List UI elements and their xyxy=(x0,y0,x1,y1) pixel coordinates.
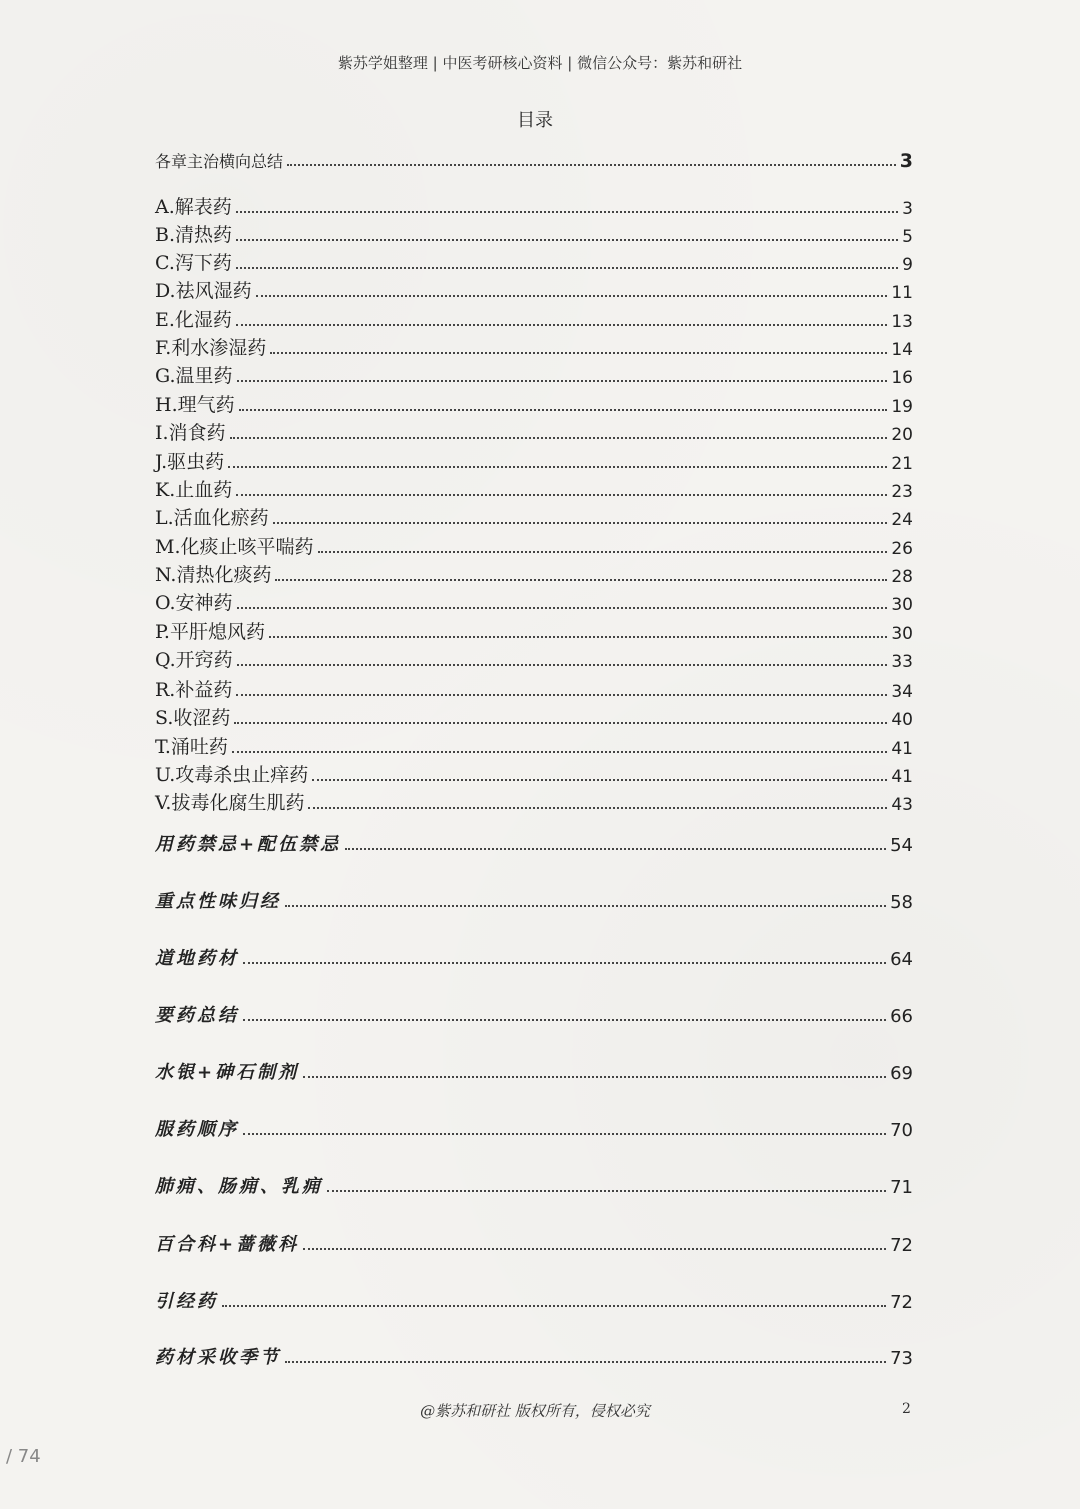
toc-entry[interactable] xyxy=(155,277,913,303)
toc-entry-page: 14 xyxy=(891,340,913,360)
toc-entry[interactable] xyxy=(155,306,913,332)
toc-entry[interactable] xyxy=(155,391,913,417)
dot-leader xyxy=(275,578,887,581)
toc-entry-page: 21 xyxy=(891,454,913,474)
dot-leader xyxy=(273,521,888,524)
dot-leader xyxy=(303,1247,886,1250)
toc-entry[interactable] xyxy=(155,618,913,644)
dot-leader xyxy=(232,750,887,753)
toc-entry[interactable] xyxy=(155,887,913,913)
dot-leader xyxy=(243,1018,886,1021)
toc-entry-page: 40 xyxy=(891,710,913,730)
toc-entry-label: V.拔毒化腐生肌药 xyxy=(155,792,305,814)
dot-leader xyxy=(234,721,887,724)
toc-entry-page: 26 xyxy=(891,539,913,559)
dot-leader xyxy=(269,635,887,638)
toc-entry-label: L.活血化瘀药 xyxy=(155,507,269,529)
toc-entry[interactable] xyxy=(155,249,913,275)
dot-leader xyxy=(327,1189,886,1192)
toc-entry-page: 3 xyxy=(899,150,913,172)
toc-entry-page: 73 xyxy=(890,1348,913,1369)
toc-entry[interactable] xyxy=(155,476,913,502)
dot-leader xyxy=(236,323,887,326)
toc-entry-label: J.驱虫药 xyxy=(155,451,225,473)
toc-entry[interactable] xyxy=(155,944,913,970)
toc-entry-label: U.攻毒杀虫止痒药 xyxy=(155,764,309,786)
toc-entry-label: F.利水渗湿药 xyxy=(155,337,267,359)
toc-entry[interactable] xyxy=(155,334,913,360)
toc-entry-page: 72 xyxy=(890,1292,913,1313)
dot-leader xyxy=(239,408,888,411)
page-counter: / 74 xyxy=(6,1446,41,1467)
toc-entry-label: H.理气药 xyxy=(155,394,235,416)
toc-entry-label: B.清热药 xyxy=(155,224,233,246)
toc-entry-page: 43 xyxy=(891,795,913,815)
toc-entry-page: 64 xyxy=(890,949,913,970)
toc-entry[interactable] xyxy=(155,419,913,445)
toc-entry-label: G.温里药 xyxy=(155,365,233,387)
toc-entry[interactable] xyxy=(155,193,913,219)
toc-entry-label: 引经药 xyxy=(155,1291,218,1312)
toc-entry-label: A.解表药 xyxy=(155,196,232,218)
toc-entry-page: 41 xyxy=(891,739,913,759)
toc-entry-page: 69 xyxy=(890,1063,913,1084)
toc-entry[interactable] xyxy=(155,362,913,388)
toc-entry-page: 72 xyxy=(890,1235,913,1256)
toc-entry-page: 19 xyxy=(891,397,913,417)
dot-leader xyxy=(237,606,888,609)
toc-entry-label: K.止血药 xyxy=(155,479,233,501)
toc-entry-page: 5 xyxy=(902,227,913,247)
dot-leader xyxy=(230,436,888,439)
footer-page-number: 2 xyxy=(902,1401,911,1417)
toc-entry-page: 34 xyxy=(891,682,913,702)
dot-leader xyxy=(236,210,898,213)
toc-entry-page: 23 xyxy=(891,482,913,502)
dot-leader xyxy=(285,1360,886,1363)
toc-entry-label: 药材采收季节 xyxy=(155,1347,281,1368)
dot-leader xyxy=(236,493,887,496)
toc-entry-label: D.祛风湿药 xyxy=(155,280,252,302)
toc-entry[interactable] xyxy=(155,789,913,815)
dot-leader xyxy=(256,294,888,297)
toc-entry[interactable] xyxy=(155,830,913,856)
toc-entry-page: 30 xyxy=(891,624,913,644)
dot-leader xyxy=(345,847,886,850)
dot-leader xyxy=(236,266,898,269)
page-footer: @紫苏和研社 版权所有，侵权必究 xyxy=(420,1402,650,1420)
toc-entry[interactable] xyxy=(155,221,913,247)
toc-entry[interactable] xyxy=(155,1287,913,1313)
toc-entry-label: 肺痈、肠痈、乳痈 xyxy=(155,1176,323,1197)
dot-leader xyxy=(287,163,896,166)
toc-entry-page: 70 xyxy=(890,1120,913,1141)
toc-entry-page: 33 xyxy=(891,652,913,672)
toc-entry-page: 24 xyxy=(891,510,913,530)
toc-entry[interactable] xyxy=(155,1230,913,1256)
toc-entry[interactable] xyxy=(155,448,913,474)
toc-entry[interactable] xyxy=(155,533,913,559)
dot-leader xyxy=(318,550,888,553)
toc-entry-page: 20 xyxy=(891,425,913,445)
page-header: 紫苏学姐整理 | 中医考研核心资料 | 微信公众号：紫苏和研社 xyxy=(337,54,743,72)
dot-leader xyxy=(243,961,886,964)
toc-entry[interactable] xyxy=(155,733,913,759)
dot-leader xyxy=(222,1304,886,1307)
toc-entry[interactable] xyxy=(155,1115,913,1141)
dot-leader xyxy=(236,238,898,241)
toc-entry-page: 16 xyxy=(891,368,913,388)
toc-entry-page: 11 xyxy=(891,283,913,303)
dot-leader xyxy=(237,379,888,382)
toc-entry-page: 28 xyxy=(891,567,913,587)
dot-leader xyxy=(237,663,888,666)
toc-entry-label: 要药总结 xyxy=(155,1005,239,1026)
toc-entry-page: 66 xyxy=(890,1006,913,1027)
dot-leader xyxy=(303,1075,886,1078)
dot-leader xyxy=(308,806,887,809)
toc-entry[interactable] xyxy=(155,676,913,702)
toc-entry-page: 41 xyxy=(891,767,913,787)
toc-entry-label: N.清热化痰药 xyxy=(155,564,272,586)
dot-leader xyxy=(270,351,887,354)
toc-entry[interactable] xyxy=(155,561,913,587)
dot-leader xyxy=(228,465,887,468)
toc-entry-label: R.补益药 xyxy=(155,679,233,701)
toc-title: 目录 xyxy=(517,110,553,131)
toc-entry-label: 服药顺序 xyxy=(155,1119,239,1140)
toc-entry-label: 用药禁忌+配伍禁忌 xyxy=(155,834,342,855)
toc-entry-label: 水银+砷石制剂 xyxy=(155,1062,300,1083)
toc-entry-label: I.消食药 xyxy=(155,422,226,444)
toc-entry-page: 71 xyxy=(890,1177,913,1198)
toc-entry[interactable] xyxy=(155,1172,913,1198)
toc-entry[interactable] xyxy=(155,761,913,787)
toc-entry-page: 13 xyxy=(891,312,913,332)
toc-entry-page: 54 xyxy=(890,835,913,856)
toc-entry-label: O.安神药 xyxy=(155,592,233,614)
toc-entry-page: 3 xyxy=(902,199,913,219)
toc-entry[interactable] xyxy=(155,704,913,730)
toc-entry-label: 道地药材 xyxy=(155,948,239,969)
toc-entry-label: 各章主治横向总结 xyxy=(155,152,284,171)
toc-entry-page: 58 xyxy=(890,892,913,913)
toc-entry[interactable] xyxy=(155,589,913,615)
toc-entry-page: 9 xyxy=(902,255,913,275)
toc-entry[interactable] xyxy=(155,504,913,530)
toc-entry-label: M.化痰止咳平喘药 xyxy=(155,536,314,558)
toc-entry-label: P.平肝熄风药 xyxy=(155,621,265,643)
toc-entry[interactable] xyxy=(155,1058,913,1084)
toc-entry[interactable] xyxy=(155,1001,913,1027)
toc-entry[interactable] xyxy=(155,146,913,172)
dot-leader xyxy=(243,1132,886,1135)
toc-entry-label: S.收涩药 xyxy=(155,707,231,729)
toc-entry[interactable] xyxy=(155,1343,913,1369)
toc-entry-label: Q.开窍药 xyxy=(155,649,233,671)
toc-entry-page: 30 xyxy=(891,595,913,615)
toc-entry-label: E.化湿药 xyxy=(155,309,232,331)
dot-leader xyxy=(236,693,887,696)
toc-entry-label: 百合科+蔷薇科 xyxy=(155,1234,300,1255)
toc-entry-label: 重点性味归经 xyxy=(155,891,281,912)
toc-entry[interactable] xyxy=(155,646,913,672)
dot-leader xyxy=(312,778,887,781)
dot-leader xyxy=(285,904,886,907)
toc-entry-label: C.泻下药 xyxy=(155,252,232,274)
toc-entry-label: T.涌吐药 xyxy=(155,736,228,758)
